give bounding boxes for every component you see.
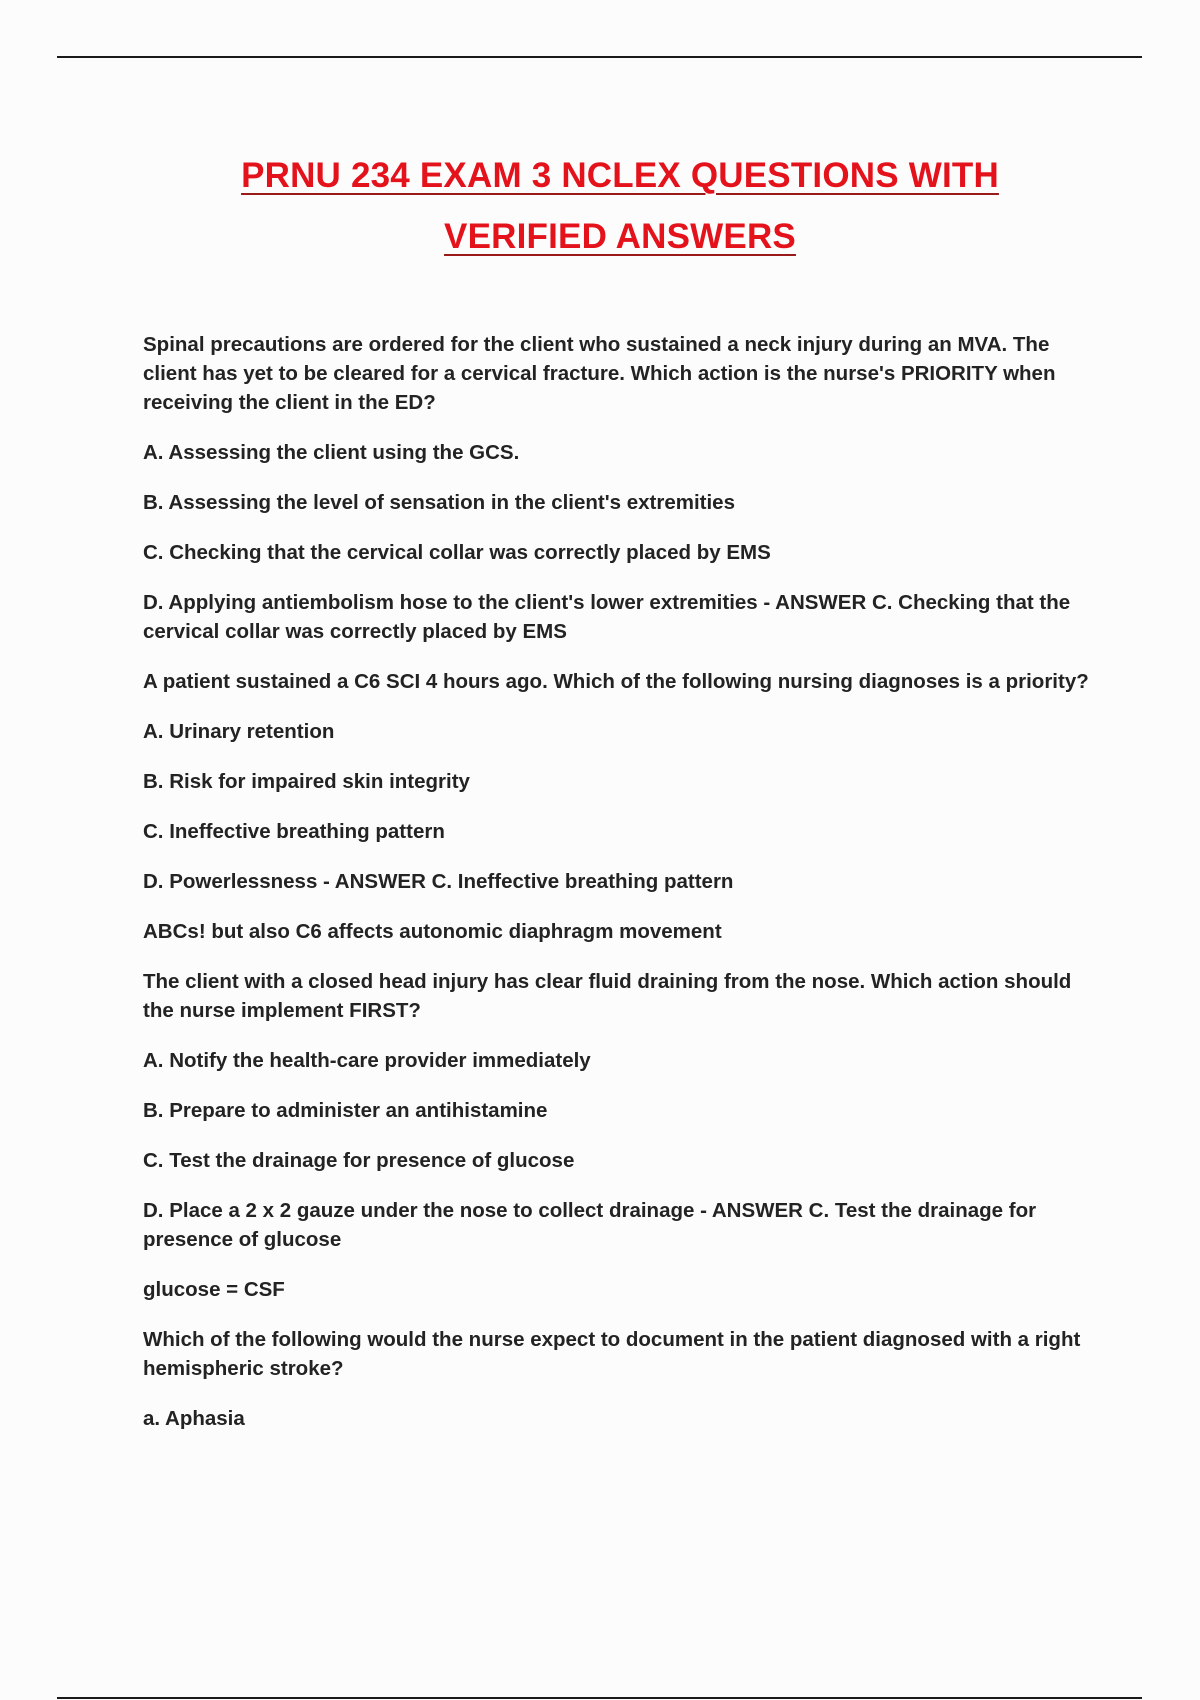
- title-line-1: PRNU 234 EXAM 3 NCLEX QUESTIONS WITH: [241, 156, 999, 195]
- title-line-2: VERIFIED ANSWERS: [444, 217, 796, 256]
- option: A. Urinary retention: [143, 720, 335, 743]
- option: a. Aphasia: [143, 1407, 245, 1430]
- document-title: [0, 145, 1200, 267]
- option: A. Assessing the client using the GCS.: [143, 441, 520, 464]
- option-with-answer: D. Powerlessness - ANSWER C. Ineffective breathing pattern: [143, 870, 734, 893]
- option: C. Test the drainage for presence of glucose: [143, 1149, 575, 1172]
- question-2: A patient sustained a C6 SCI 4 hours ago. Which of the following nursing diagnoses is a priority?: [143, 670, 1089, 693]
- option: A. Notify the health-care provider immediately: [143, 1049, 591, 1072]
- option: B. Prepare to administer an antihistamine: [143, 1099, 548, 1122]
- document-body: [143, 330, 1103, 1454]
- option: C. Ineffective breathing pattern: [143, 820, 445, 843]
- question-3: The client with a closed head injury has clear fluid draining from the nose. Which action should the nurse implement FIRST?: [143, 970, 1072, 1022]
- rationale: glucose = CSF: [143, 1278, 285, 1301]
- bottom-rule: [57, 1697, 1142, 1699]
- question-1: Spinal precautions are ordered for the client who sustained a neck injury during an MVA. The client has yet to be cleared for a cervical fracture. Which action is the nurse's PRIORITY when receiving the client in the ED?: [143, 333, 1056, 414]
- question-4: Which of the following would the nurse expect to document in the patient diagnosed with a right hemispheric stroke?: [143, 1328, 1081, 1380]
- option: B. Assessing the level of sensation in the client's extremities: [143, 491, 735, 514]
- option: C. Checking that the cervical collar was correctly placed by EMS: [143, 541, 771, 564]
- option-with-answer: D. Place a 2 x 2 gauze under the nose to collect drainage - ANSWER C. Test the drainage for presence of glucose: [143, 1199, 1037, 1251]
- top-rule: [57, 56, 1142, 58]
- rationale: ABCs! but also C6 affects autonomic diaphragm movement: [143, 920, 722, 943]
- option: B. Risk for impaired skin integrity: [143, 770, 470, 793]
- option-with-answer: D. Applying antiembolism hose to the client's lower extremities - ANSWER C. Checking that the cervical collar was correctly placed by EMS: [143, 591, 1071, 643]
